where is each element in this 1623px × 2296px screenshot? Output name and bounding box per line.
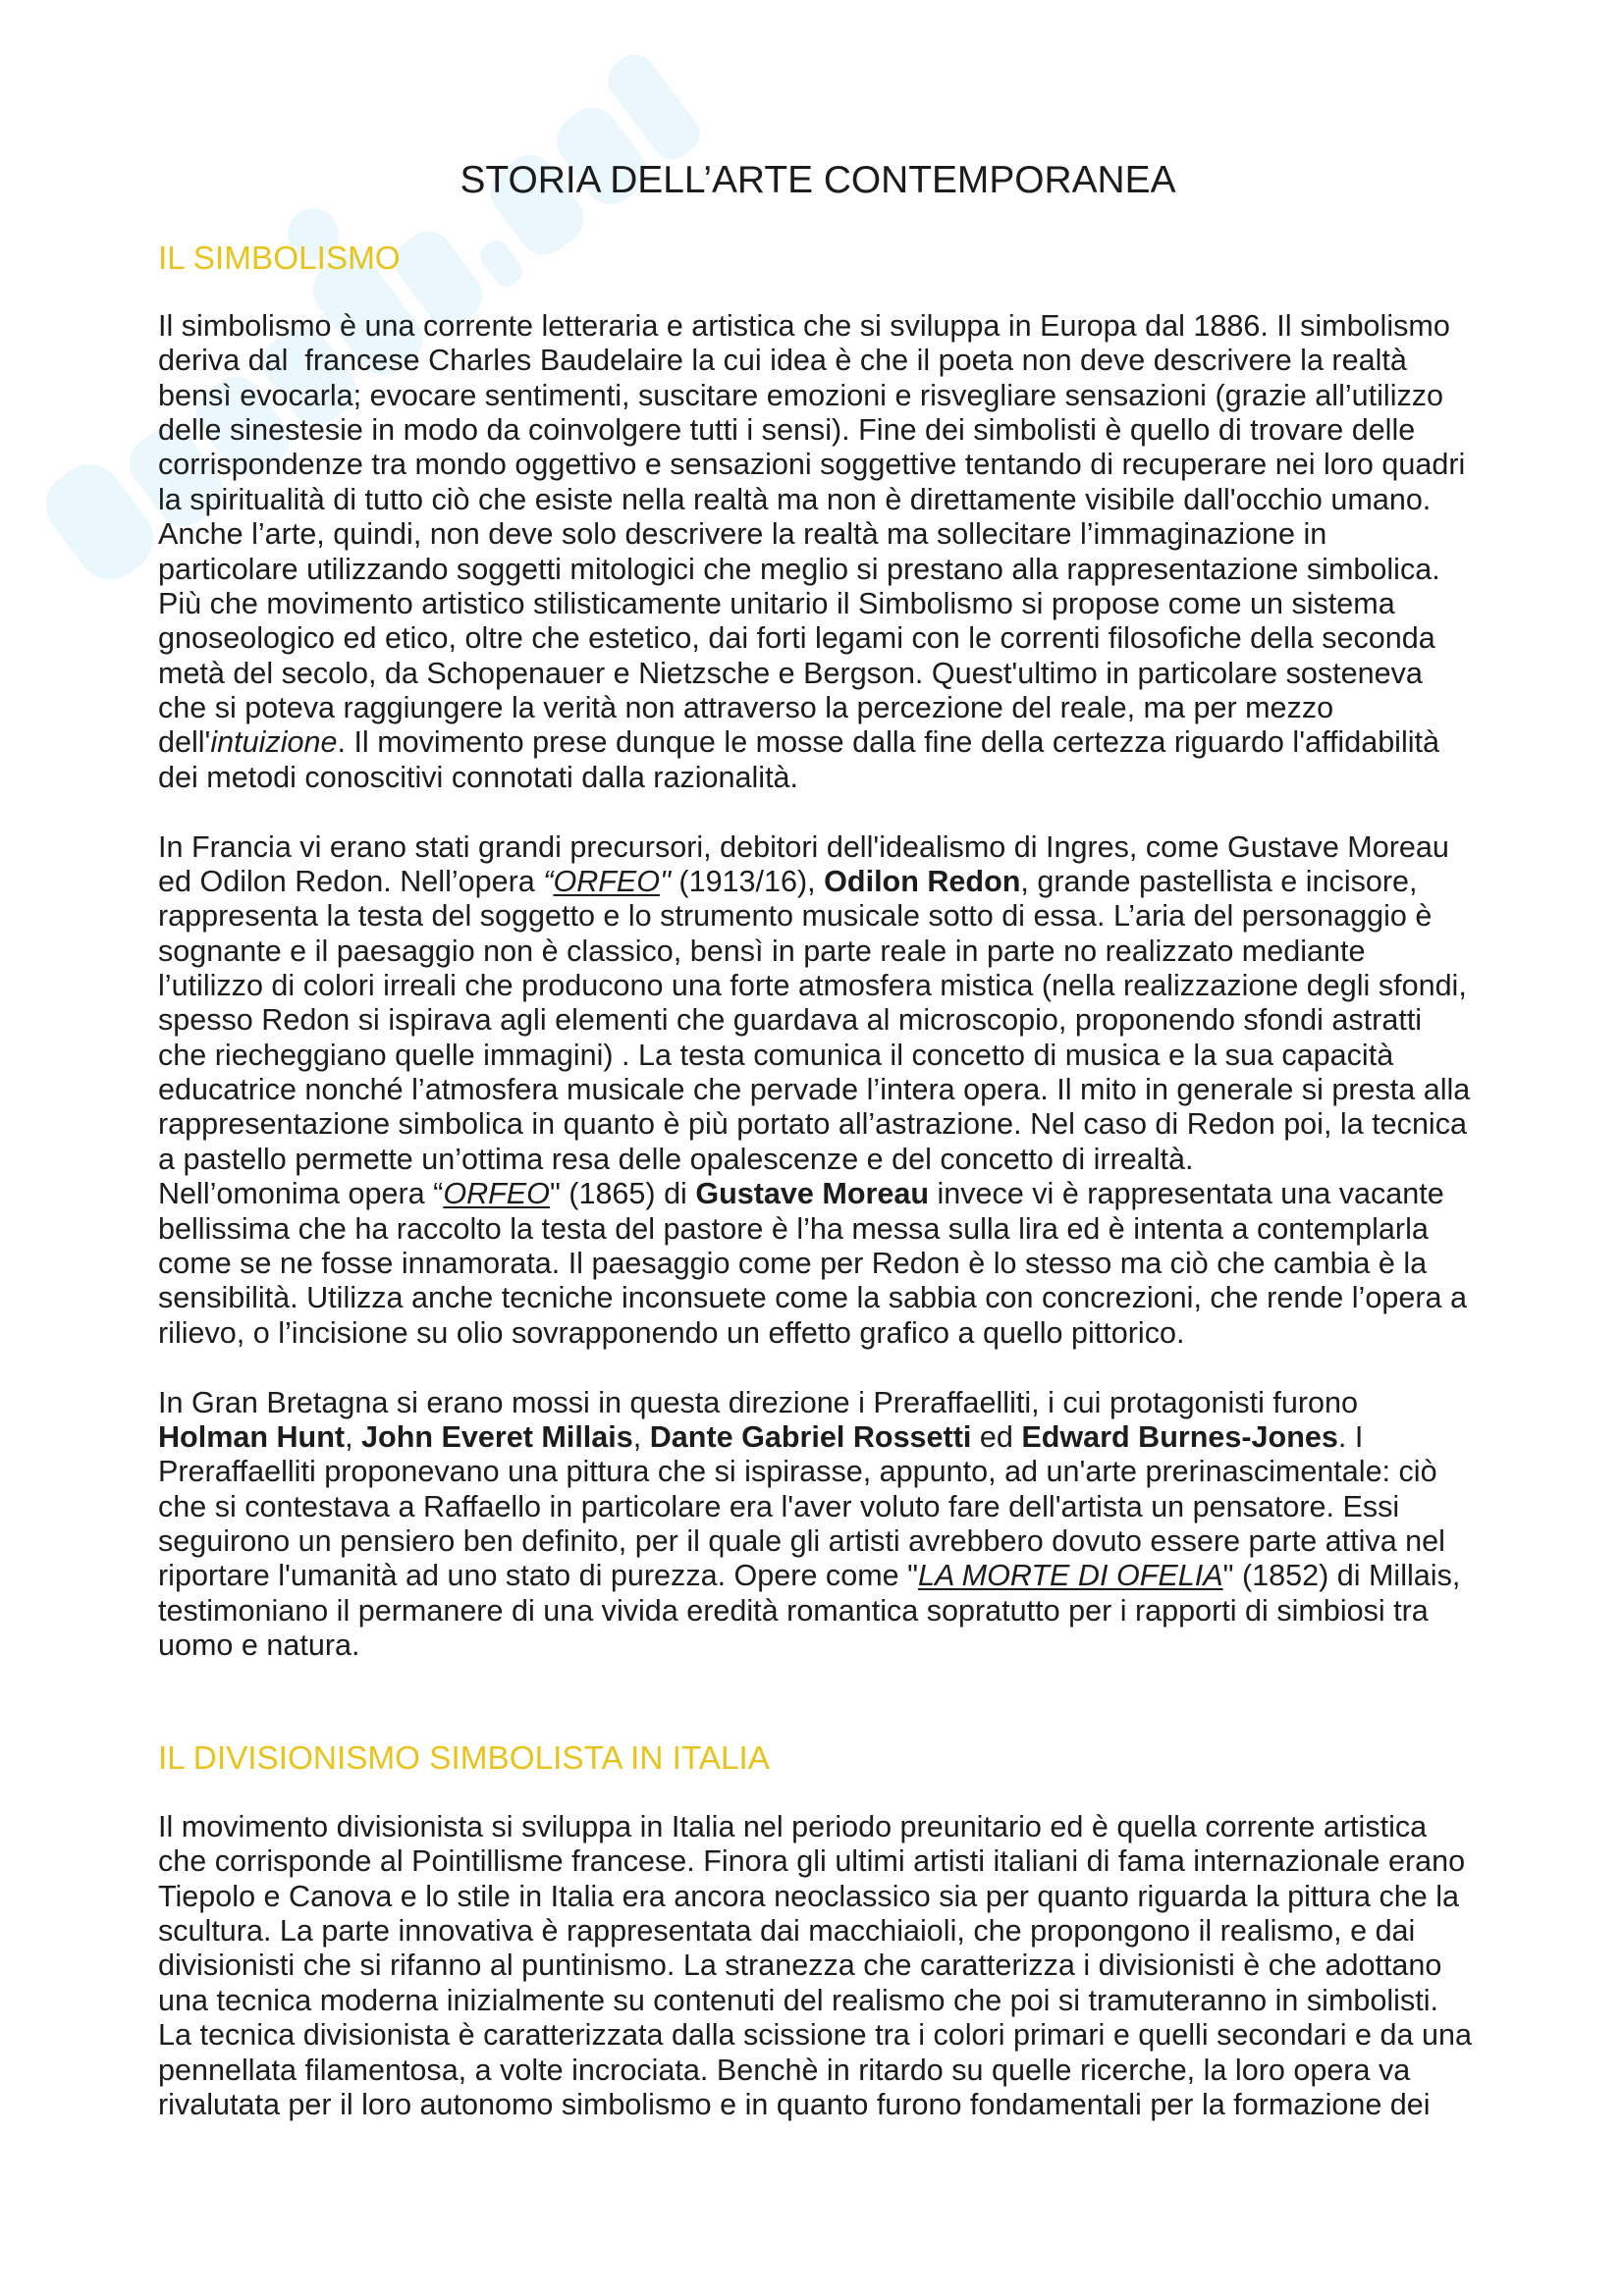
text-line: che si contestava a Raffaello in particolare era l'aver voluto fare dell'artista un pensatore. Essi (158, 1489, 1400, 1523)
text-line: bensì evocarla; evocare sentimenti, suscitare emozioni e risvegliare sensazioni (grazie all’utilizzo (158, 378, 1444, 412)
document-title: STORIA DELL’ARTE CONTEMPORANEA (460, 159, 1176, 201)
text-line: scultura. La parte innovativa è rappresentata dai macchiaioli, che propongono il realismo, e dai (158, 1914, 1416, 1949)
text-run-italic-underline: ORFEO (553, 864, 661, 898)
text-line: seguirono un pensiero ben definito, per il quale gli artisti avrebbero dovuto essere parte attiva nel (158, 1523, 1445, 1558)
text-line: uomo e natura. (158, 1629, 360, 1663)
text-line: la spiritualità di tutto ciò che esiste nella realtà ma non è direttamente visibile dall'occhio umano. (158, 482, 1432, 516)
section-heading-simbolismo: IL SIMBOLISMO (158, 240, 401, 277)
text-line (158, 725, 1533, 760)
text-run-bold: Holman Hunt (158, 1419, 346, 1454)
paragraph-francia (158, 830, 1533, 1351)
text-line: rivalutata per il loro autonomo simbolismo e in quanto furono fondamentali per la formazione dei (158, 2087, 1431, 2121)
text-run-plain: , (632, 1419, 650, 1454)
text-line: sognante e il paesaggio non è classico, bensì in parte reale in parte no realizzato mediante (158, 934, 1366, 968)
paragraph-divisionismo (158, 1810, 1533, 2122)
text-run-plain: . Il movimento prese dunque le mosse dalla fine della certezza riguardo l'affidabilità (337, 725, 1440, 760)
paragraph-gran-bretagna (158, 1386, 1533, 1664)
text-line: rilievo, o l’incisione su olio sovrapponendo un effetto grafico a quello pittorico. (158, 1315, 1185, 1350)
text-run-plain: , grande pastellista e incisore, (1020, 864, 1418, 898)
text-run-plain: . I (1337, 1419, 1364, 1454)
text-line (158, 1420, 1533, 1455)
text-run-plain: ed Odilon Redon. Nell’opera (158, 864, 544, 898)
text-line: particolare utilizzando soggetti mitologici che meglio si prestano alla rappresentazione simbolica. (158, 552, 1440, 586)
text-line: sensibilità. Utilizza anche tecniche inconsuete come la sabbia con concrezioni, che rende l’opera a (158, 1281, 1467, 1315)
paragraph-simbolismo-intro (158, 309, 1533, 795)
text-line: testimoniano il permanere di una vivida eredità romantica sopratutto per i rapporti di simbiosi tra (158, 1593, 1429, 1628)
text-line: gnoseologico ed etico, oltre che estetico, dai forti legami con le correnti filosofiche della seconda (158, 621, 1435, 656)
text-run-bold: Dante Gabriel Rossetti (649, 1419, 972, 1454)
text-run-plain: ed (971, 1419, 1022, 1454)
text-run-italic: " (660, 864, 671, 898)
text-line: che si poteva raggiungere la verità non attraverso la percezione del reale, ma per mezzo (158, 690, 1334, 724)
section-heading-divisionismo: IL DIVISIONISMO SIMBOLISTA IN ITALIA (158, 1740, 770, 1777)
text-line: educatrice nonché l’atmosfera musicale che pervade l’intera opera. Il mito in generale si presta alla (158, 1073, 1471, 1107)
text-line: Il simbolismo è una corrente letteraria e artistica che si sviluppa in Europa dal 1886. Il simbolismo (158, 309, 1450, 343)
text-run-italic-underline: LA MORTE DI OFELIA (917, 1559, 1223, 1593)
text-run-plain: , (345, 1419, 362, 1454)
text-line: rappresentazione simbolica in quanto è più portato all’astrazione. Nel caso di Redon poi, la tecnica (158, 1107, 1467, 1142)
text-line (158, 1177, 1533, 1211)
text-line: pennellata filamentosa, a volte incrociata. Benchè in ritardo su quelle ricerche, la loro opera va (158, 2053, 1411, 2087)
text-line: bellissima che ha raccolto la testa del pastore è l’ha messa sulla lira ed è intenta a contemplarla (158, 1211, 1429, 1246)
text-line: rappresenta la testa del soggetto e lo strumento musicale sotto di essa. L’aria del personaggio è (158, 899, 1433, 934)
text-line: a pastello permette un’ottima resa delle opalescenze e del concetto di irrealtà. (158, 1142, 1194, 1176)
text-run-plain: " (1852) di Millais, (1222, 1559, 1461, 1593)
text-run-italic: “ (543, 864, 554, 898)
text-line: spesso Redon si ispirava agli elementi che guardava al microscopio, proponendo sfondi astratti (158, 1003, 1423, 1038)
text-run-plain: Nell’omonima opera “ (158, 1177, 444, 1211)
text-line: corrispondenze tra mondo oggettivo e sensazioni soggettive tentando di recuperare nei loro quadri (158, 448, 1466, 482)
text-line: Il movimento divisionista si sviluppa in Italia nel periodo preunitario ed è quella corrente artistica (158, 1810, 1428, 1843)
text-line: Più che movimento artistico stilisticamente unitario il Simbolismo si propose come un sistema (158, 586, 1395, 620)
text-line: dei metodi conoscitivi connotati dalla razionalità. (158, 760, 799, 794)
text-run-italic-underline: ORFEO (443, 1177, 550, 1211)
text-line: l’utilizzo di colori irreali che producono una forte atmosfera mistica (nella realizzazione degli sfondi, (158, 969, 1467, 1003)
text-line: delle sinestesie in modo da coinvolgere tutti i sensi). Fine dei simbolisti è quello di trovare delle (158, 413, 1416, 448)
text-line: Tiepolo e Canova e lo stile in Italia era ancora neoclassico sia per quanto riguarda la pittura che la (158, 1879, 1460, 1913)
text-line (158, 1559, 1533, 1593)
text-line: La tecnica divisionista è caratterizzata dalla scissione tra i colori primari e quelli secondari e da una (158, 2018, 1472, 2053)
text-line: In Francia vi erano stati grandi precursori, debitori dell'idealismo di Ingres, come Gustave Moreau (158, 829, 1449, 864)
text-line: deriva dal francese Charles Baudelaire la cui idea è che il poeta non deve descrivere la realtà (158, 344, 1407, 378)
text-line: come se ne fosse innamorata. Il paesaggio come per Redon è lo stesso ma ciò che cambia è la (158, 1246, 1428, 1280)
text-run-plain: dell' (158, 725, 211, 760)
text-line: In Gran Bretagna si erano mossi in questa direzione i Preraffaelliti, i cui protagonisti furono (158, 1385, 1358, 1419)
text-run-plain: invece vi è rappresentata una vacante (929, 1177, 1444, 1211)
text-line: metà del secolo, da Schopenauer e Nietzsche e Bergson. Quest'ultimo in particolare sosteneva (158, 656, 1423, 690)
text-run-italic: intuizione (210, 725, 338, 760)
watermark-glyph (475, 236, 527, 291)
text-run-plain: " (1865) di (549, 1177, 696, 1211)
text-line: Preraffaelliti proponevano una pittura che si ispirasse, appunto, ad un'arte prerinascimentale: ciò (158, 1455, 1437, 1489)
text-run-bold: Odilon Redon (824, 864, 1021, 898)
text-run-bold: Edward Burnes-Jones (1021, 1419, 1338, 1454)
text-line (158, 865, 1533, 899)
text-line: Anche l’arte, quindi, non deve solo descrivere la realtà ma sollecitare l’immaginazione in (158, 517, 1327, 552)
text-line: che riecheggiano quelle immagini) . La testa comunica il concetto di musica e la sua capacità (158, 1038, 1394, 1072)
text-run-bold: Gustave Moreau (695, 1177, 930, 1211)
text-run-bold: John Everet Millais (361, 1419, 633, 1454)
text-run-plain: riportare l'umanità ad uno stato di purezza. Opere come " (158, 1559, 918, 1593)
text-line: che corrisponde al Pointillisme francese. Finora gli ultimi artisti italiani di fama internazionale erano (158, 1844, 1466, 1879)
text-line: una tecnica moderna inizialmente su contenuti del realismo che poi si tramuteranno in simbolisti. (158, 1983, 1439, 2017)
text-line: divisionisti che si rifanno al puntinismo. La stranezza che caratterizza i divisionisti è che adottano (158, 1949, 1442, 1983)
text-run-plain: (1913/16), (670, 864, 825, 898)
